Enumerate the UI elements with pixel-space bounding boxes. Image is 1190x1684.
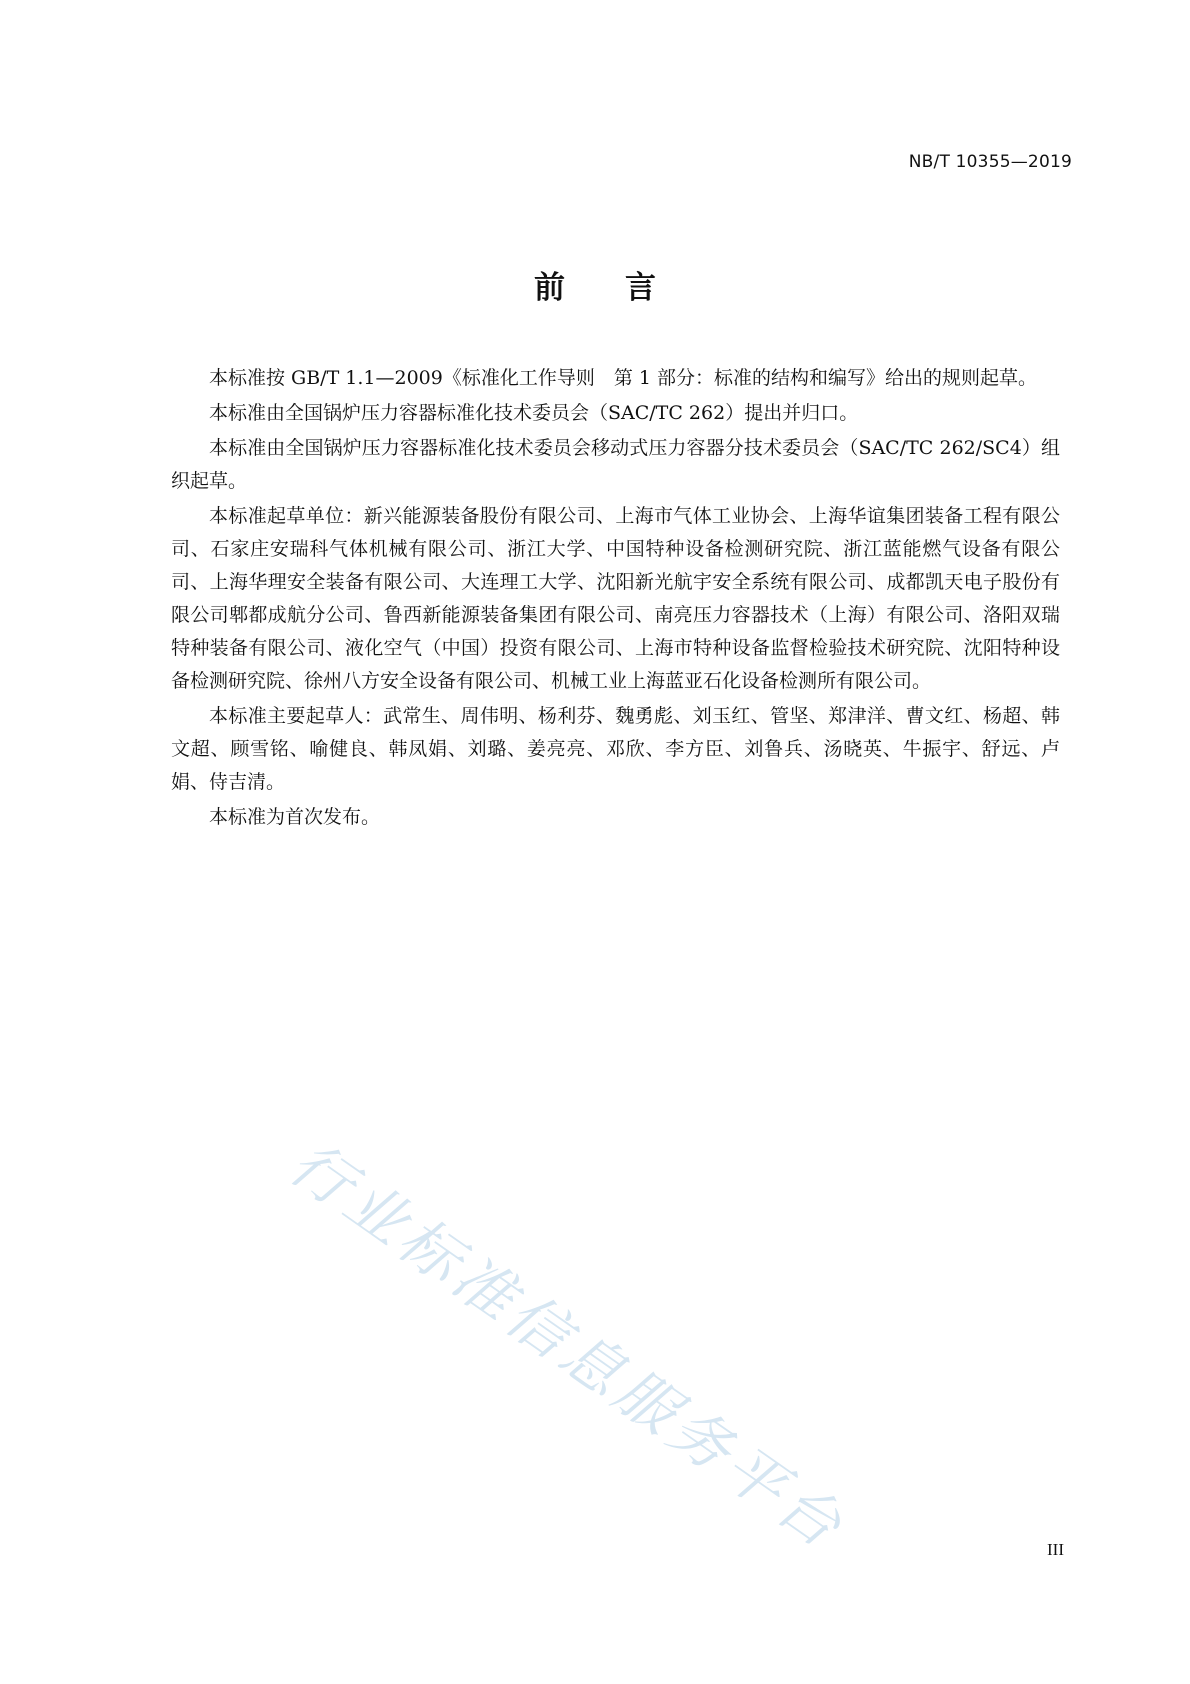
paragraph-organized-by: 本标准由全国锅炉压力容器标准化技术委员会移动式压力容器分技术委员会（SAC/TC 262/SC4）组织起草。 [171, 437, 1060, 492]
watermark: 行业标准信息服务平台 [277, 1128, 858, 1565]
paragraph-main-drafters: 本标准主要起草人：武常生、周伟明、杨利芬、魏勇彪、刘玉红、管坚、郑津洋、曹文红、杨超、韩文超、顾雪铭、喻健良、韩凤娟、刘璐、姜亮亮、邓欣、李方臣、刘鲁兵、汤晓英、牛振宇、舒远、卢娟、侍吉清。 [171, 705, 1060, 793]
title-char-2: 言 [625, 270, 656, 306]
foreword-body [171, 362, 1060, 836]
page-number: III [1047, 1540, 1064, 1559]
page-title [0, 262, 1190, 307]
title-char-1: 前 [534, 270, 565, 306]
paragraph-drafting-units: 本标准起草单位：新兴能源装备股份有限公司、上海市气体工业协会、上海华谊集团装备工程有限公司、石家庄安瑞科气体机械有限公司、浙江大学、中国特种设备检测研究院、浙江蓝能燃气设备有限公司、上海华理安全装备有限公司、大连理工大学、沈阳新光航宇安全系统有限公司、成都凯天电子股份有限公司郫都成航分公司、鲁西新能源装备集团有限公司、南亮压力容器技术（上海）有限公司、洛阳双瑞特种装备有限公司、液化空气（中国）投资有限公司、上海市特种设备监督检验技术研究院、沈阳特种设备检测研究院、徐州八方安全设备有限公司、机械工业上海蓝亚石化设备检测所有限公司。 [171, 505, 1060, 692]
standard-code: NB/T 10355—2019 [908, 152, 1072, 172]
paragraph-drafting-rules: 本标准按 GB/T 1.1—2009《标准化工作导则 第 1 部分：标准的结构和编写》给出的规则起草。 [209, 367, 1038, 389]
paragraph-proposed-by: 本标准由全国锅炉压力容器标准化技术委员会（SAC/TC 262）提出并归口。 [209, 402, 859, 424]
paragraph-first-release: 本标准为首次发布。 [209, 806, 381, 828]
